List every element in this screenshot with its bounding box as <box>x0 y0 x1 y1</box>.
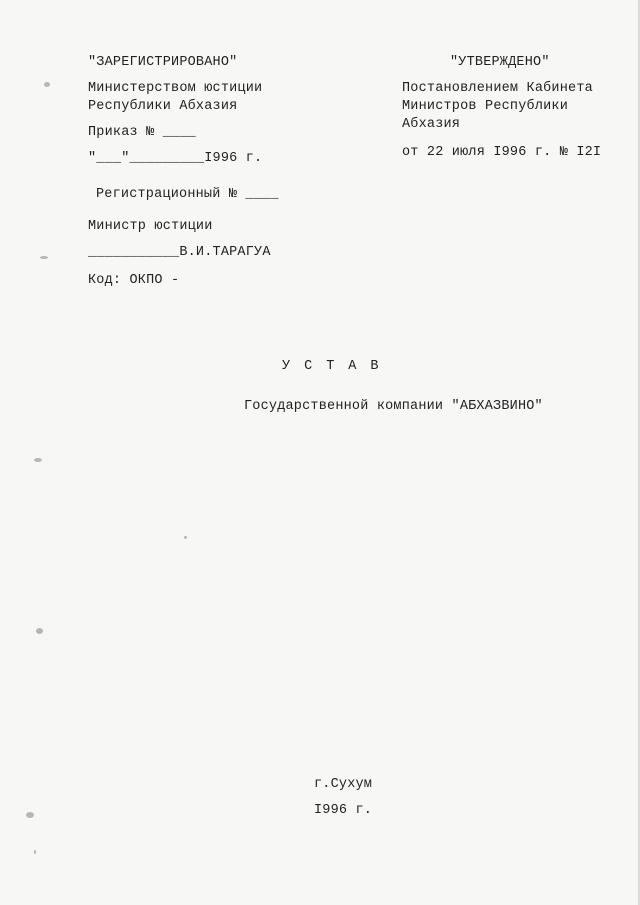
footer-city: г.Сухум <box>314 777 373 792</box>
scan-speck <box>184 536 187 539</box>
minister-title: Министр юстиции <box>88 219 213 234</box>
scan-speck <box>34 458 42 462</box>
scan-speck <box>36 628 43 634</box>
decree-line-2: Министров Республики <box>402 99 569 114</box>
scan-speck <box>34 850 36 854</box>
decree-line-1: Постановлением Кабинета <box>402 81 593 96</box>
document-title: УСТАВ <box>282 359 393 374</box>
footer-year: I996 г. <box>314 803 373 818</box>
order-number: Приказ № ____ <box>88 125 196 140</box>
registered-stamp-heading: "ЗАРЕГИСТРИРОВАНО" <box>88 55 238 70</box>
decree-line-3: Абхазия <box>402 117 461 132</box>
approved-stamp-heading: "УТВЕРЖДЕНО" <box>450 55 550 70</box>
registration-number: Регистрационный № ____ <box>96 187 279 202</box>
scan-speck <box>44 82 50 87</box>
document-subtitle: Государственной компании "АБХАЗВИНО" <box>244 399 543 414</box>
ministry-line-2: Республики Абхазия <box>88 99 238 114</box>
minister-signature-line: ___________В.И.ТАРАГУА <box>88 245 271 260</box>
scan-speck <box>26 812 34 818</box>
scan-speck <box>40 256 48 259</box>
ministry-line-1: Министерством юстиции <box>88 81 263 96</box>
decree-date-number: от 22 июля I996 г. № I2I <box>402 145 602 160</box>
registration-date: "___"_________I996 г. <box>88 151 263 166</box>
okpo-code: Код: ОКПО - <box>88 273 180 288</box>
